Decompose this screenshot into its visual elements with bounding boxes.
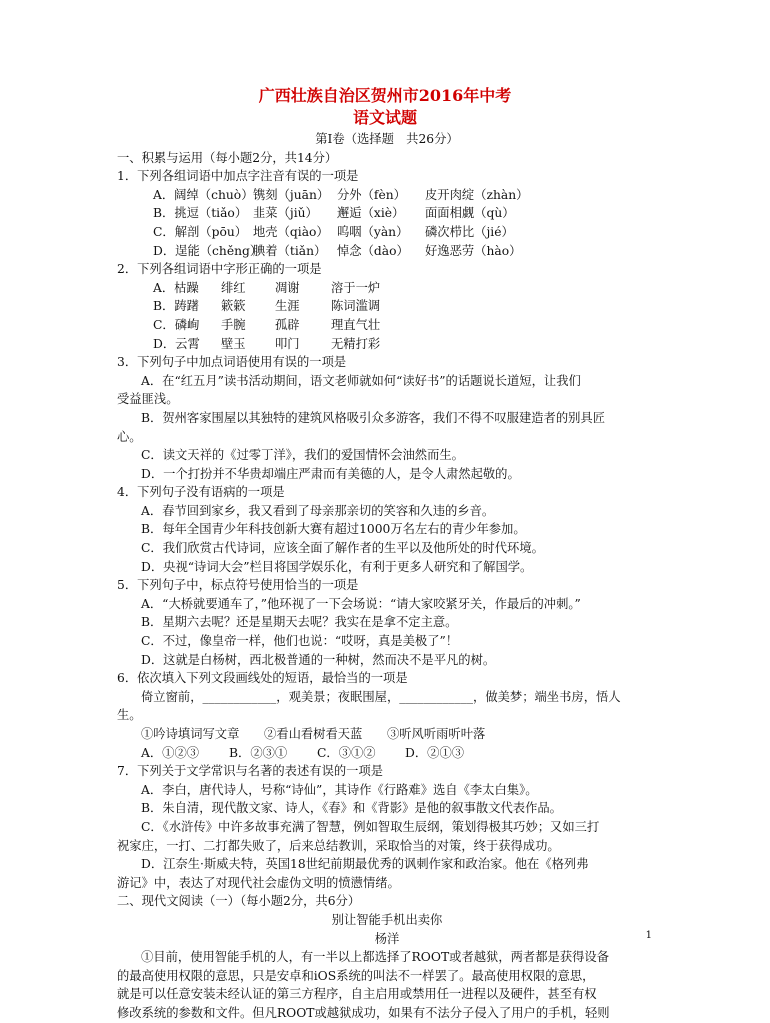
option-cell: 呜咽（yàn） xyxy=(337,224,409,239)
option-cell: 面面相觑（qù） xyxy=(425,206,515,221)
option-text: 游记》中，表达了对现代社会虚伪文明的愤懑情绪。 xyxy=(117,875,400,890)
option-cell: A．枯躁 xyxy=(153,280,199,295)
question-stem: 2．下列各组词语中字形正确的一项是 xyxy=(117,262,322,277)
option-cell: D．云霄 xyxy=(153,336,200,351)
option-cell: 绯红 xyxy=(221,280,246,295)
option-cell: 孤辟 xyxy=(275,317,300,332)
option-cell: 磷次栉比（jié） xyxy=(425,224,514,239)
choice-list: ①吟诗填词写文章 ②看山看树看天蓝 ③听风听雨听叶落 xyxy=(141,727,486,741)
option-text: D．这就是白杨树，西北极普通的一种树，然而决不是平凡的树。 xyxy=(141,652,496,667)
option-text: 受益匪浅。 xyxy=(117,392,179,407)
option-cell: 无精打彩 xyxy=(331,336,381,351)
option-text: D．江奈生·斯威夫特，英国18世纪前期最优秀的讽刺作家和政治家。他在《格列弗 xyxy=(141,857,589,872)
option-cell: 凋谢 xyxy=(275,280,300,295)
option-cell: 悼念（dào） xyxy=(337,243,409,258)
option-text: C．不过，像皇帝一样，他们也说：“哎呀，真是美极了”！ xyxy=(141,634,459,649)
option-text: B．星期六去呢？还是星期天去呢？我实在是拿不定主意。 xyxy=(141,615,458,630)
option-cell: 韭菜（jiǔ） xyxy=(253,206,318,221)
option-text: B．每年全国青少年科技创新大赛有超过1000万名左右的青少年参加。 xyxy=(141,522,526,537)
option-cell: 叩门 xyxy=(275,336,300,351)
option-cell: 好逸恶劳（hào） xyxy=(425,243,522,258)
option-cell: A．①②③ xyxy=(141,745,200,760)
article-text: 就是可以任意安装未经认证的第三方程序，自主启用或禁用任一进程以及硬件，甚至有权 xyxy=(117,987,597,1002)
option-cell: 溶于一炉 xyxy=(331,280,381,295)
option-text: 祝家庄，一打、二打都失败了，后来总结教训，采取恰当的对策，终于获得成功。 xyxy=(117,838,560,853)
volume-heading: 第Ⅰ卷（选择题 共26分） xyxy=(315,132,459,146)
option-cell: D．②①③ xyxy=(405,745,465,760)
option-text: C．《水浒传》中许多故事充满了智慧，例如智取生辰纲，策划得极其巧妙；又如三打 xyxy=(141,819,600,834)
option-text: A．在“红五月”读书活动期间，语文老师就如何“读好书”的话题说长道短，让我们 xyxy=(141,373,581,388)
option-text: B．朱自清，现代散文家、诗人，《春》和《背影》是他的叙事散文代表作品。 xyxy=(141,801,562,816)
exam-subtitle: 语文试题 xyxy=(352,108,417,127)
option-text: C．读文天祥的《过零丁洋》，我们的爱国情怀会油然而生。 xyxy=(141,448,464,463)
option-cell: 手腕 xyxy=(221,317,246,332)
article-title: 别让智能手机出卖你 xyxy=(331,912,443,927)
option-cell: D．逞能（chěng） xyxy=(153,243,263,258)
option-cell: 生涯 xyxy=(275,299,300,314)
question-stem: 4．下列句子没有语病的一项是 xyxy=(117,485,285,500)
option-text: B．贺州客家围屋以其独特的建筑风格吸引众多游客，我们不得不叹服建造者的别具匠 xyxy=(141,410,606,425)
option-text: D．一个打扮并不华贵却端庄严肃而有美德的人，是令人肃然起敬的。 xyxy=(141,466,520,481)
option-cell: 陈词滥调 xyxy=(331,299,381,314)
option-cell: 壁玉 xyxy=(221,336,246,351)
exam-title: 广西壮族自治区贺州市2016年中考 xyxy=(258,86,512,105)
passage-text: 生。 xyxy=(117,708,142,723)
option-cell: 地壳（qiào） xyxy=(253,224,329,239)
option-cell: 簌簌 xyxy=(221,299,246,314)
option-row xyxy=(117,223,657,242)
option-cell: C．③①② xyxy=(317,745,376,760)
option-row xyxy=(117,279,657,298)
option-cell: A．阔绰（chuò） xyxy=(153,187,254,202)
option-text: A．春节回到家乡，我又看到了母亲那亲切的笑容和久违的乡音。 xyxy=(141,503,495,518)
option-row xyxy=(117,335,657,354)
option-cell: B．②③① xyxy=(229,745,288,760)
article-author: 杨洋 xyxy=(374,931,400,946)
option-cell: 镌刻（juān） xyxy=(253,187,330,202)
question-stem: 1．下列各组词语中加点字注音有误的一项是 xyxy=(117,169,359,184)
option-cell: B．踌躇 xyxy=(153,299,199,314)
option-cell: 腆着（tiǎn） xyxy=(253,243,327,258)
page-number: 1 xyxy=(645,930,652,941)
question-stem: 7．下列关于文学常识与名著的表述有误的一项是 xyxy=(117,764,384,779)
option-cell: 分外（fèn） xyxy=(337,187,406,202)
option-text: C．我们欣赏古代诗词，应该全面了解作者的生平以及他所处的时代环境。 xyxy=(141,541,544,556)
option-cell: C．解剖（pōu） xyxy=(153,224,248,239)
option-text: 心。 xyxy=(117,429,142,444)
section-heading: 二、现代文阅读（一）（每小题2分，共6分） xyxy=(117,894,361,909)
option-row xyxy=(117,316,657,335)
option-cell: C．磷峋 xyxy=(153,317,200,332)
exam-content xyxy=(117,130,657,1023)
option-text: A．“大桥就要通车了，”他环视了一下会场说：“请大家咬紧牙关，作最后的冲刺。” xyxy=(141,596,581,611)
passage-text: 倚立窗前，____________，观美景；夜眠围屋，____________，做美梦；端坐书房，悟人 xyxy=(141,689,621,704)
option-row xyxy=(117,186,657,205)
option-text: A．李白，唐代诗人，号称“诗仙”，其诗作《行路难》选自《李太白集》。 xyxy=(141,782,538,797)
option-text: D．央视“诗词大会”栏目将国学娱乐化，有利于更多人研究和了解国学。 xyxy=(141,559,533,574)
option-row xyxy=(117,744,657,763)
question-stem: 5．下列句子中，标点符号使用恰当的一项是 xyxy=(117,578,359,593)
question-stem: 3．下列句子中加点词语使用有误的一项是 xyxy=(117,355,347,370)
question-stem: 6．依次填入下列文段画线处的短语，最恰当的一项是 xyxy=(117,671,408,686)
option-row xyxy=(117,204,657,223)
option-row xyxy=(117,242,657,261)
option-cell: 理直气壮 xyxy=(331,317,381,332)
section-heading: 一、积累与运用（每小题2分，共14分） xyxy=(117,150,338,165)
option-row xyxy=(117,297,657,316)
option-cell: 邂逅（xiè） xyxy=(337,206,405,221)
option-cell: B．挑逗（tiǎo） xyxy=(153,206,248,221)
article-text: 的最高使用权限的意思，只是安卓和iOS系统的叫法不一样罢了。最高使用权限的意思， xyxy=(117,968,595,983)
option-cell: 皮开肉绽（zhàn） xyxy=(425,187,529,202)
article-text: 修改系统的参数和文件。但凡ROOT或越狱成功，如果有不法分子侵入了用户的手机，轻则 xyxy=(117,1005,610,1020)
article-text: ①目前，使用智能手机的人，有一半以上都选择了ROOT或者越狱，两者都是获得设备 xyxy=(141,950,610,965)
